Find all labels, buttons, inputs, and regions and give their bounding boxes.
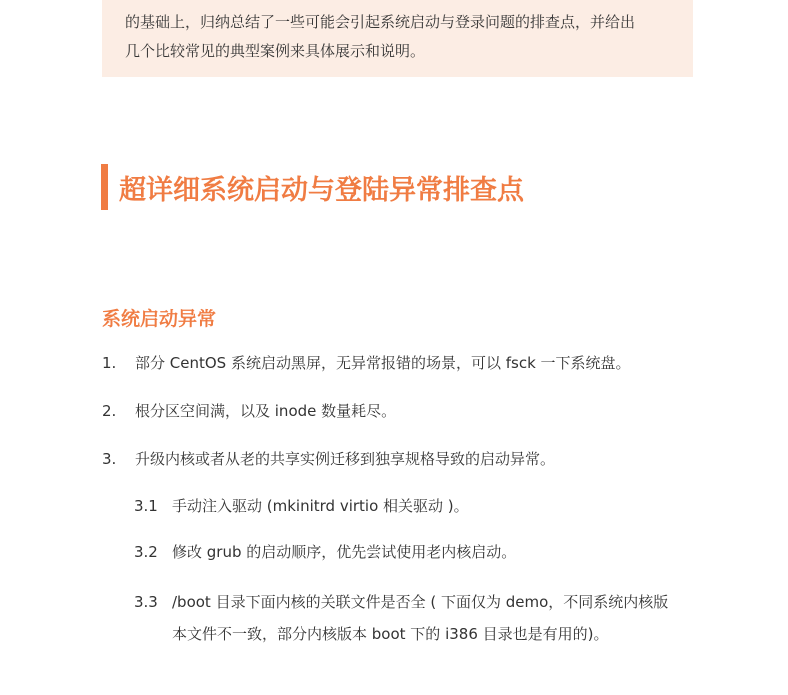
list-number: 2. (102, 402, 117, 420)
list-text: 部分 CentOS 系统启动黑屏，无异常报错的场景，可以 fsck 一下系统盘。 (135, 354, 631, 372)
sublist-text-continuation: 本文件不一致，部分内核版本 boot 下的 i386 目录也是有用的)。 (172, 625, 609, 643)
list-text: 升级内核或者从老的共享实例迁移到独享规格导致的启动异常。 (135, 450, 556, 468)
sublist-text: /boot 目录下面内核的关联文件是否全 ( 下面仅为 demo，不同系统内核版 (172, 593, 669, 611)
intro-callout (102, 0, 693, 77)
list-number: 3. (102, 450, 117, 468)
list-number: 1. (102, 354, 117, 372)
sublist-number: 3.1 (134, 497, 158, 515)
sublist-number: 3.2 (134, 543, 158, 561)
section-heading (101, 164, 524, 210)
sublist-text: 手动注入驱动 (mkinitrd virtio 相关驱动 )。 (172, 497, 469, 515)
intro-line-1: 的基础上，归纳总结了一些可能会引起系统启动与登录问题的排查点，并给出 (125, 13, 636, 31)
section-title: 超详细系统启动与登陆异常排查点 (119, 174, 524, 206)
intro-line-2: 几个比较常见的典型案例来具体展示和说明。 (125, 42, 426, 60)
list-text: 根分区空间满，以及 inode 数量耗尽。 (135, 402, 397, 420)
sublist-number: 3.3 (134, 593, 158, 611)
sublist-text: 修改 grub 的启动顺序，优先尝试使用老内核启动。 (172, 543, 517, 561)
subsection-title: 系统启动异常 (102, 308, 217, 330)
heading-accent-bar (101, 164, 108, 210)
